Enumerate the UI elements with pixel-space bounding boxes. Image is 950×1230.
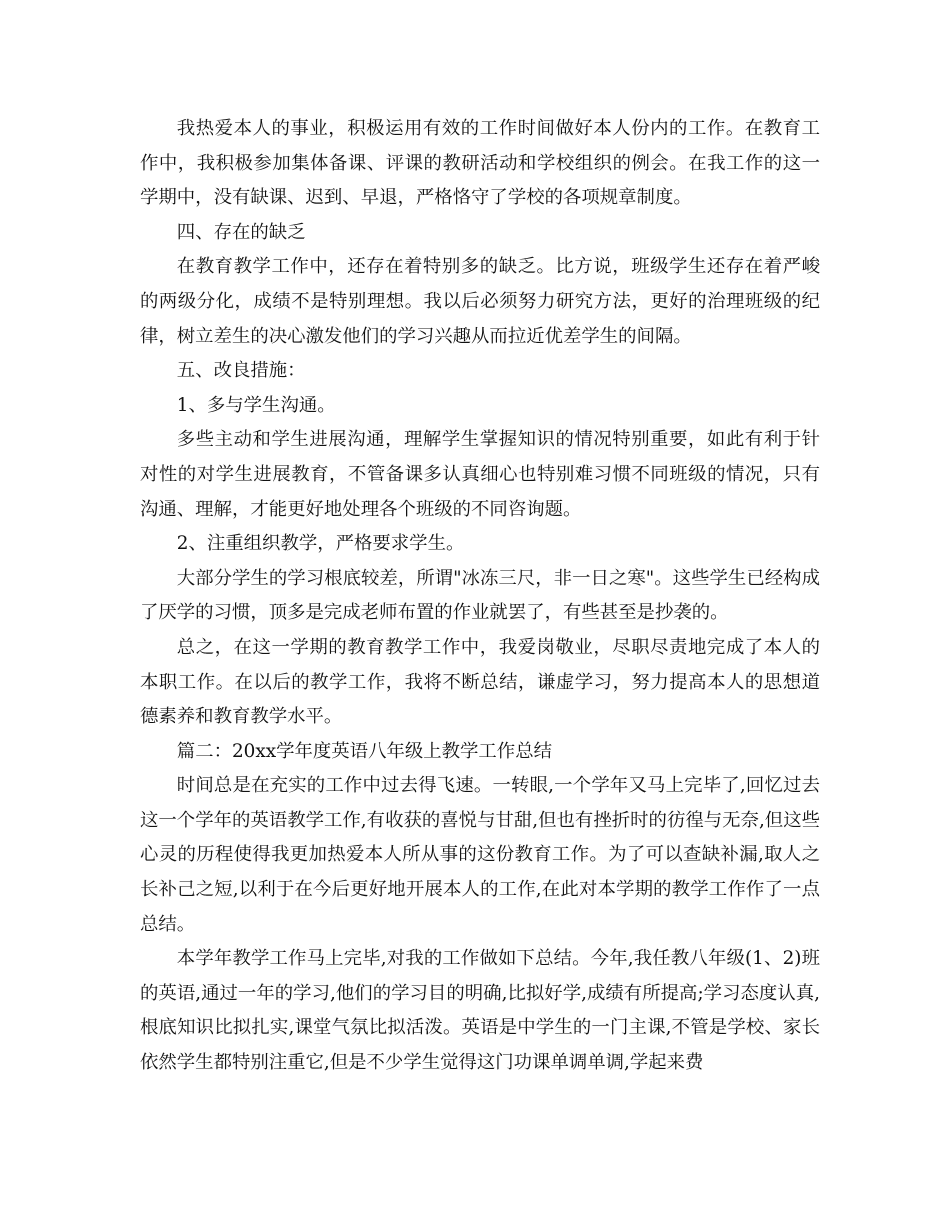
heading-improvement-1: 1、多与学生沟通。 (176, 394, 336, 416)
paragraph-shortcomings: 在教育教学工作中，还存在着特别多的缺乏。比方说，班级学生还存在着严峻的两级分化，成绩不是特别理想。我以后必须努力研究方法，更好的治理班级的纪律，树立差生的决心激发他们的学习兴趣从而拉近优差学生的间隔。 (140, 256, 820, 347)
heading-improvements: 五、改良措施： (176, 360, 306, 382)
paragraph-part-two-summary: 本学年教学工作马上完毕,对我的工作做如下总结。今年,我任教八年级(1、2)班的英语,通过一年的学习,他们的学习目的明确,比拟好学,成绩有所提高;学习态度认真,根底知识比拟扎实,课堂气氛比拟活泼。英语是中学生的一门主课,不管是学校、家长依然学生都特别注重它,但是不少学生觉得这门功课单调单调,学起来费 (140, 948, 820, 1074)
paragraph-improvement-1: 多些主动和学生进展沟通，理解学生掌握知识的情况特别重要，如此有利于针对性的对学生进展教育，不管备课多认真细心也特别难习惯不同班级的情况，只有沟通、理解，才能更好地处理各个班级的不同咨询题。 (140, 429, 820, 520)
heading-part-two: 篇二：20xx学年度英语八年级上教学工作总结 (176, 740, 552, 762)
paragraph-part-two-intro: 时间总是在充实的工作中过去得飞速。一转眼,一个学年又马上完毕了,回忆过去这一个学年的英语教学工作,有收获的喜悦与甘甜,但也有挫折时的彷徨与无奈,但这些心灵的历程使得我更加热爱本人所从事的这份教育工作。为了可以查缺补漏,取人之长补己之短,以利于在今后更好地开展本人的工作,在此对本学期的教学工作作了一点总结。 (140, 775, 820, 935)
document-page (140, 112, 820, 1081)
paragraph-work-attitude: 我热爱本人的事业，积极运用有效的工作时间做好本人份内的工作。在教育工作中，我积极参加集体备课、评课的教研活动和学校组织的例会。在我工作的这一学期中，没有缺课、迟到、早退，严格恪守了学校的各项规章制度。 (140, 118, 820, 209)
heading-improvement-2: 2、注重组织教学，严格要求学生。 (176, 533, 465, 555)
paragraph-improvement-2: 大部分学生的学习根底较差，所谓"冰冻三尺，非一日之寒"。这些学生已经构成了厌学的习惯，顶多是完成老师布置的作业就罢了，有些甚至是抄袭的。 (140, 567, 820, 624)
paragraph-conclusion: 总之，在这一学期的教育教学工作中，我爱岗敬业，尽职尽责地完成了本人的本职工作。在以后的教学工作，我将不断总结，谦虚学习，努力提高本人的思想道德素养和教育教学水平。 (140, 636, 820, 728)
heading-shortcomings: 四、存在的缺乏 (176, 221, 306, 243)
